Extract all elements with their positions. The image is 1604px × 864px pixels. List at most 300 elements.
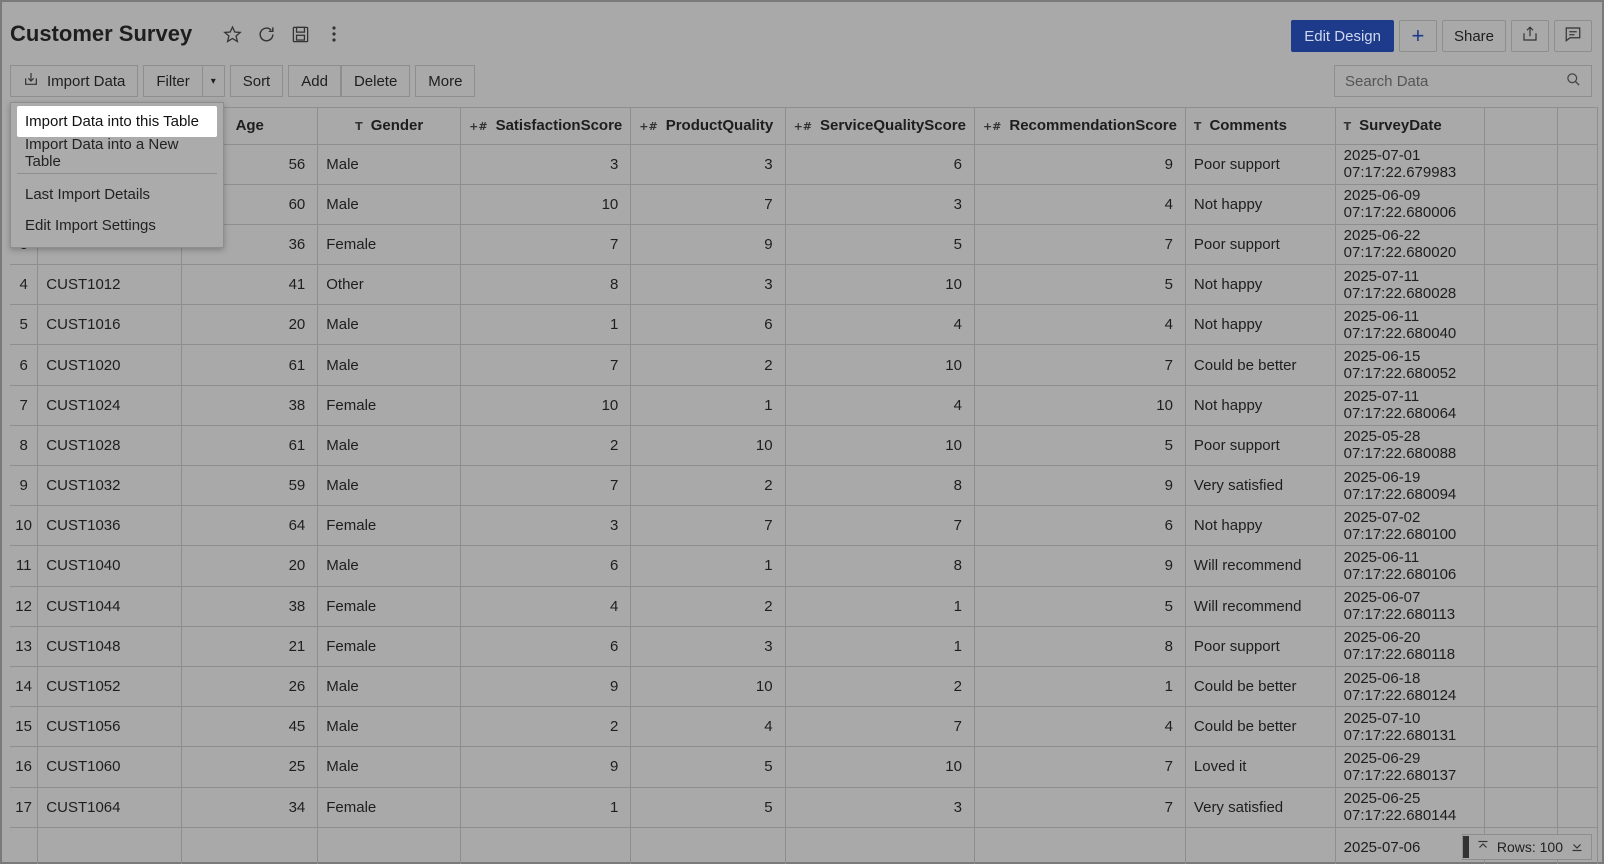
survey-date-cell[interactable]	[1335, 305, 1485, 345]
table-row[interactable]	[10, 506, 1598, 546]
row-number[interactable]: 8	[10, 425, 38, 465]
table-cell[interactable]: Could be better	[1185, 345, 1335, 385]
table-body	[10, 144, 1598, 864]
column-header-label: Gender	[370, 117, 424, 135]
row-number[interactable]: 16	[10, 747, 38, 787]
table-cell[interactable]: 7	[974, 345, 1185, 385]
table-row[interactable]	[10, 546, 1598, 586]
table-cell[interactable]: 9	[631, 224, 785, 264]
table-cell[interactable]: 61	[182, 345, 318, 385]
table-cell[interactable]: 10	[785, 345, 974, 385]
page-title: Customer Survey	[10, 21, 193, 46]
table-cell[interactable]: Male	[318, 144, 461, 184]
survey-date-day: 2025-07-06	[1343, 838, 1421, 856]
table-row[interactable]	[10, 827, 1598, 864]
survey-date-cell[interactable]	[1335, 506, 1485, 546]
table-cell[interactable]: CUST1028	[38, 425, 182, 465]
table-cell[interactable]: 9	[974, 546, 1185, 586]
survey-date-day: 2025-07-01	[1343, 147, 1421, 165]
table-cell[interactable]: 5	[974, 425, 1185, 465]
empty-cell	[1485, 265, 1557, 305]
table-cell[interactable]: Very satisfied	[1185, 787, 1335, 827]
table-cell[interactable]: 3	[785, 184, 974, 224]
empty-cell	[1485, 626, 1557, 666]
comment-icon	[1564, 25, 1582, 47]
table-cell[interactable]: Female	[318, 787, 461, 827]
survey-date-cell[interactable]	[1335, 747, 1485, 787]
search-input[interactable]	[1345, 73, 1566, 90]
scroll-bottom-icon[interactable]	[1571, 839, 1583, 855]
row-number[interactable]: 6	[10, 345, 38, 385]
table-cell[interactable]: Poor support	[1185, 626, 1335, 666]
import-into-new-table-item[interactable]: Import Data into a New Table	[25, 135, 179, 170]
table-cell[interactable]: 6	[974, 506, 1185, 546]
table-cell[interactable]: 7	[785, 506, 974, 546]
table-cell[interactable]: Male	[318, 666, 461, 706]
table-cell[interactable]: 38	[182, 385, 318, 425]
comments-button[interactable]	[1554, 20, 1592, 52]
table-cell[interactable]: 4	[974, 707, 1185, 747]
survey-date-cell[interactable]	[1335, 385, 1485, 425]
survey-date-cell[interactable]	[1335, 345, 1485, 385]
table-cell[interactable]: 7	[461, 345, 631, 385]
number-type-icon: +#	[469, 120, 488, 134]
table-cell[interactable]: 45	[182, 707, 318, 747]
edit-import-settings-item[interactable]: Edit Import Settings	[25, 217, 156, 234]
table-cell[interactable]: 10	[785, 747, 974, 787]
survey-date-day: 2025-07-11	[1343, 267, 1420, 285]
row-number[interactable]: 9	[10, 466, 38, 506]
table-cell[interactable]: Poor support	[1185, 425, 1335, 465]
table-cell[interactable]: CUST1024	[38, 385, 182, 425]
empty-cell	[1557, 506, 1597, 546]
survey-date-time: 07:17:22.680100	[1343, 525, 1457, 543]
survey-date-cell[interactable]	[1335, 666, 1485, 706]
table-cell[interactable]: 1	[785, 626, 974, 666]
survey-date-cell[interactable]	[1335, 466, 1485, 506]
column-header[interactable]	[1185, 108, 1335, 144]
data-table	[10, 108, 1598, 864]
table-cell[interactable]: 20	[182, 546, 318, 586]
table-row[interactable]	[10, 305, 1598, 345]
table-cell[interactable]: 4	[461, 586, 631, 626]
survey-date-time: 07:17:22.680088	[1343, 445, 1457, 463]
title-icons	[222, 24, 344, 44]
survey-date-day: 2025-06-29	[1343, 749, 1421, 767]
column-header-label: ServiceQualityScore	[820, 117, 966, 135]
delete-button[interactable]: Delete	[341, 65, 410, 97]
table-cell[interactable]: Male	[318, 707, 461, 747]
table-cell[interactable]: 10	[785, 425, 974, 465]
row-number[interactable]: 4	[10, 265, 38, 305]
table-cell[interactable]: 5	[631, 747, 785, 787]
table-cell[interactable]: 10	[785, 265, 974, 305]
survey-date-time: 07:17:22.680094	[1343, 485, 1457, 503]
table-cell[interactable]: 1	[631, 385, 785, 425]
survey-date-day: 2025-07-11	[1343, 388, 1420, 406]
table-cell[interactable]: 3	[631, 626, 785, 666]
column-header-label: RecommendationScore	[1009, 117, 1177, 135]
table-cell[interactable]: 10	[974, 385, 1185, 425]
table-cell[interactable]: 2	[785, 666, 974, 706]
row-number[interactable]: 5	[10, 305, 38, 345]
last-import-details-item[interactable]: Last Import Details	[25, 186, 151, 203]
table-cell[interactable]: 6	[461, 546, 631, 586]
table-cell[interactable]: Very satisfied	[1185, 466, 1335, 506]
table-row[interactable]	[10, 345, 1598, 385]
column-header-label: ProductQuality	[665, 117, 774, 135]
survey-date-cell[interactable]	[1335, 586, 1485, 626]
survey-date-time: 07:17:22.680040	[1343, 324, 1457, 342]
survey-date-day: 2025-06-25	[1343, 790, 1421, 808]
table-cell[interactable]: Not happy	[1185, 506, 1335, 546]
table-cell[interactable]: 1	[631, 546, 785, 586]
table-cell[interactable]: 7	[974, 747, 1185, 787]
empty-cell	[1557, 666, 1597, 706]
empty-cell	[1485, 385, 1557, 425]
empty-cell	[1557, 787, 1597, 827]
search-icon[interactable]	[1566, 72, 1581, 91]
table-row[interactable]	[10, 224, 1598, 264]
table-cell[interactable]	[631, 827, 785, 864]
import-icon	[23, 71, 39, 91]
table-cell[interactable]: 5	[974, 265, 1185, 305]
table-cell[interactable]: Female	[318, 224, 461, 264]
table-cell[interactable]: 3	[461, 144, 631, 184]
survey-date-day: 2025-05-28	[1343, 428, 1421, 446]
table-cell[interactable]: 7	[974, 787, 1185, 827]
table-cell[interactable]: 60	[182, 184, 318, 224]
header-actions	[1291, 20, 1592, 52]
number-type-icon: +#	[982, 120, 1002, 134]
table-row[interactable]	[10, 184, 1598, 224]
more-vertical-icon[interactable]	[324, 24, 344, 44]
table-cell[interactable]: Male	[318, 425, 461, 465]
table-cell[interactable]: Male	[318, 466, 461, 506]
row-number[interactable]: 14	[10, 666, 38, 706]
filter-button[interactable]: Filter	[143, 65, 202, 97]
table-cell[interactable]	[38, 827, 182, 864]
more-button[interactable]: More	[415, 65, 475, 97]
table-cell[interactable]: 10	[461, 385, 631, 425]
survey-date-time: 07:17:22.680020	[1343, 244, 1457, 262]
survey-date-cell[interactable]	[1335, 787, 1485, 827]
column-header-label: Comments	[1209, 117, 1287, 135]
table-cell[interactable]: 56	[182, 144, 318, 184]
table-cell[interactable]: 3	[461, 506, 631, 546]
rows-count-text: Rows: 100	[1496, 839, 1563, 855]
table-cell[interactable]: 2	[461, 707, 631, 747]
table-cell[interactable]: CUST1048	[38, 626, 182, 666]
table-cell[interactable]: Female	[318, 385, 461, 425]
empty-cell	[1485, 144, 1557, 184]
table-cell[interactable]: 7	[974, 224, 1185, 264]
table-cell[interactable]: CUST1040	[38, 546, 182, 586]
empty-cell	[1557, 345, 1597, 385]
empty-cell	[1485, 345, 1557, 385]
table-row[interactable]	[10, 586, 1598, 626]
refresh-icon[interactable]	[256, 24, 276, 44]
save-icon[interactable]	[290, 24, 310, 44]
empty-cell	[1557, 305, 1597, 345]
column-header[interactable]	[1335, 108, 1485, 144]
table-cell[interactable]: 34	[182, 787, 318, 827]
empty-cell	[1485, 787, 1557, 827]
table-cell[interactable]: 2	[631, 466, 785, 506]
table-cell[interactable]: CUST1036	[38, 506, 182, 546]
table-cell[interactable]	[182, 827, 318, 864]
table-cell[interactable]: 4	[785, 385, 974, 425]
column-header-label: SurveyDate	[1359, 117, 1442, 135]
survey-date-cell[interactable]	[1335, 184, 1485, 224]
empty-cell	[1557, 265, 1597, 305]
table-cell[interactable]: 1	[974, 666, 1185, 706]
import-data-button[interactable]	[10, 65, 138, 97]
table-cell[interactable]: Poor support	[1185, 224, 1335, 264]
table-cell[interactable]: 4	[631, 707, 785, 747]
table-cell[interactable]: Female	[318, 586, 461, 626]
survey-date-time: 07:17:22.680052	[1343, 365, 1457, 383]
survey-date-time: 07:17:22.680137	[1343, 766, 1457, 784]
table-cell[interactable]: CUST1020	[38, 345, 182, 385]
survey-date-time: 07:17:22.680131	[1343, 726, 1457, 744]
survey-date-day: 2025-06-22	[1343, 227, 1421, 245]
table-cell[interactable]: Not happy	[1185, 305, 1335, 345]
survey-date-time: 07:17:22.680106	[1343, 565, 1457, 583]
column-header[interactable]	[631, 108, 785, 144]
table-cell[interactable]: 7	[631, 184, 785, 224]
table-row[interactable]	[10, 787, 1598, 827]
table-cell[interactable]: 59	[182, 466, 318, 506]
table-cell[interactable]: 25	[182, 747, 318, 787]
table-row[interactable]	[10, 747, 1598, 787]
table-cell[interactable]: Loved it	[1185, 747, 1335, 787]
empty-cell	[1485, 586, 1557, 626]
table-cell[interactable]: 41	[182, 265, 318, 305]
table-cell[interactable]: Not happy	[1185, 184, 1335, 224]
row-number[interactable]: 11	[10, 546, 38, 586]
table-cell[interactable]: 9	[461, 666, 631, 706]
survey-date-day: 2025-06-09	[1343, 187, 1421, 205]
column-header[interactable]	[318, 108, 461, 144]
table-cell[interactable]: CUST1064	[38, 787, 182, 827]
survey-date-day: 2025-06-07	[1343, 589, 1421, 607]
empty-cell	[1485, 707, 1557, 747]
table-cell[interactable]: 2	[631, 586, 785, 626]
table-row[interactable]	[10, 707, 1598, 747]
table-cell[interactable]: 7	[461, 224, 631, 264]
table-cell[interactable]: 4	[974, 184, 1185, 224]
table-cell[interactable]: 7	[785, 707, 974, 747]
table-row[interactable]	[10, 385, 1598, 425]
survey-date-time: 07:17:22.680113	[1343, 606, 1456, 624]
table-cell[interactable]: 3	[631, 265, 785, 305]
table-cell[interactable]: Male	[318, 305, 461, 345]
row-number[interactable]: 15	[10, 707, 38, 747]
star-icon[interactable]	[222, 24, 242, 44]
table-cell[interactable]: 2	[631, 345, 785, 385]
survey-date-day: 2025-07-10	[1343, 709, 1421, 727]
table-cell[interactable]	[1185, 827, 1335, 864]
survey-date-time: 07:17:22.680028	[1343, 284, 1457, 302]
table-cell[interactable]	[461, 827, 631, 864]
table-cell[interactable]: 4	[974, 305, 1185, 345]
empty-cell	[1485, 425, 1557, 465]
row-number[interactable]: 10	[10, 506, 38, 546]
survey-date-cell[interactable]	[1335, 707, 1485, 747]
table-cell[interactable]: Could be better	[1185, 666, 1335, 706]
table-row[interactable]	[10, 425, 1598, 465]
table-cell[interactable]: 10	[631, 666, 785, 706]
export-icon	[1521, 25, 1539, 47]
table-cell[interactable]: 10	[631, 425, 785, 465]
header-row	[10, 108, 1598, 144]
survey-date-cell[interactable]	[1335, 425, 1485, 465]
table-cell[interactable]: Could be better	[1185, 707, 1335, 747]
table-cell[interactable]: Will recommend	[1185, 586, 1335, 626]
table-cell[interactable]: 4	[785, 305, 974, 345]
table-row[interactable]	[10, 666, 1598, 706]
survey-date-time: 07:17:22.680124	[1343, 686, 1457, 704]
table-cell[interactable]: Female	[318, 506, 461, 546]
table-cell[interactable]: 20	[182, 305, 318, 345]
table-cell[interactable]: 61	[182, 425, 318, 465]
import-data-dropdown	[10, 102, 224, 248]
table-cell[interactable]: 6	[631, 305, 785, 345]
edit-design-button[interactable]: Edit Design	[1291, 20, 1394, 52]
table-cell[interactable]: Not happy	[1185, 265, 1335, 305]
empty-cell	[1485, 666, 1557, 706]
survey-date-time: 07:17:22.680144	[1343, 807, 1457, 825]
table-cell[interactable]: 5	[785, 224, 974, 264]
table-cell[interactable]: 8	[785, 466, 974, 506]
survey-date-cell[interactable]	[1335, 626, 1485, 666]
toolbar	[10, 65, 480, 99]
table-cell[interactable]: CUST1016	[38, 305, 182, 345]
survey-date-time: 07:17:22.679983	[1343, 164, 1457, 182]
table-cell[interactable]: 7	[631, 506, 785, 546]
column-header[interactable]	[974, 108, 1185, 144]
table-cell[interactable]: 1	[785, 586, 974, 626]
scroll-top-icon[interactable]	[1477, 839, 1489, 855]
table-row[interactable]	[10, 466, 1598, 506]
table-cell[interactable]: 9	[461, 747, 631, 787]
row-number[interactable]: 12	[10, 586, 38, 626]
table-cell[interactable]: 6	[461, 626, 631, 666]
column-header[interactable]	[785, 108, 974, 144]
empty-cell	[1557, 707, 1597, 747]
survey-date-day: 2025-06-20	[1343, 629, 1421, 647]
add-button[interactable]: +	[1399, 20, 1437, 52]
row-number[interactable]: 13	[10, 626, 38, 666]
row-number[interactable]: 17	[10, 787, 38, 827]
table-row[interactable]	[10, 144, 1598, 184]
empty-cell	[1557, 546, 1597, 586]
table-row[interactable]	[10, 626, 1598, 666]
table-cell[interactable]: 8	[785, 546, 974, 586]
sort-button[interactable]: Sort	[230, 65, 284, 97]
filter-dropdown-button[interactable]	[203, 65, 225, 97]
table-cell[interactable]: 1	[461, 787, 631, 827]
table-cell[interactable]: 3	[631, 144, 785, 184]
table-cell[interactable]: Other	[318, 265, 461, 305]
import-data-label: Import Data	[47, 72, 126, 90]
table-cell[interactable]: 21	[182, 626, 318, 666]
table-cell[interactable]: 5	[974, 586, 1185, 626]
text-type-icon: T	[1193, 120, 1202, 134]
panel-handle[interactable]	[1463, 836, 1469, 858]
table-cell[interactable]: 6	[785, 144, 974, 184]
menu-divider	[17, 173, 217, 174]
export-button[interactable]	[1511, 20, 1549, 52]
empty-cell	[1557, 425, 1597, 465]
add-row-button[interactable]: Add	[288, 65, 341, 97]
table-cell[interactable]: Male	[318, 546, 461, 586]
survey-date-time: 07:17:22.680118	[1343, 646, 1456, 664]
empty-cell	[1485, 747, 1557, 787]
survey-date-cell[interactable]	[1335, 265, 1485, 305]
import-into-this-table-item[interactable]: Import Data into this Table	[17, 106, 217, 137]
table-cell[interactable]: 8	[461, 265, 631, 305]
survey-date-cell[interactable]	[1335, 144, 1485, 184]
table-cell[interactable]	[318, 827, 461, 864]
table-cell[interactable]: 26	[182, 666, 318, 706]
survey-date-cell[interactable]	[1335, 546, 1485, 586]
table-cell[interactable]: Male	[318, 345, 461, 385]
text-type-icon: T	[355, 120, 363, 134]
table-cell[interactable]: 10	[461, 184, 631, 224]
empty-cell	[1485, 466, 1557, 506]
table-cell[interactable]: 3	[785, 787, 974, 827]
search-box	[1334, 65, 1592, 97]
table-cell[interactable]: Male	[318, 184, 461, 224]
table-cell[interactable]: 1	[461, 305, 631, 345]
empty-cell	[1557, 224, 1597, 264]
table-cell[interactable]: CUST1056	[38, 707, 182, 747]
survey-date-day: 2025-06-11	[1343, 307, 1420, 325]
table-cell[interactable]: Female	[318, 626, 461, 666]
empty-column-header	[1557, 108, 1597, 144]
table-cell[interactable]: Not happy	[1185, 385, 1335, 425]
table-cell[interactable]: CUST1012	[38, 265, 182, 305]
table-cell[interactable]: 8	[974, 626, 1185, 666]
table-cell[interactable]: Poor support	[1185, 144, 1335, 184]
row-number[interactable]	[10, 827, 38, 864]
table-cell[interactable]	[974, 827, 1185, 864]
table-cell[interactable]	[785, 827, 974, 864]
table-cell[interactable]: CUST1032	[38, 466, 182, 506]
table-cell[interactable]: 9	[974, 466, 1185, 506]
table-cell[interactable]: 7	[461, 466, 631, 506]
table-cell[interactable]: 38	[182, 586, 318, 626]
number-type-icon: +#	[639, 120, 658, 134]
column-header[interactable]	[461, 108, 631, 144]
table-cell[interactable]: Will recommend	[1185, 546, 1335, 586]
share-button[interactable]: Share	[1442, 20, 1506, 52]
table-cell[interactable]: 64	[182, 506, 318, 546]
table-cell[interactable]: CUST1044	[38, 586, 182, 626]
table-cell[interactable]: Male	[318, 747, 461, 787]
table-row[interactable]	[10, 265, 1598, 305]
table-cell[interactable]: 9	[974, 144, 1185, 184]
table-cell[interactable]: CUST1060	[38, 747, 182, 787]
table-cell[interactable]: 36	[182, 224, 318, 264]
table-cell[interactable]: CUST1052	[38, 666, 182, 706]
table-cell[interactable]: 2	[461, 425, 631, 465]
table-cell[interactable]: 5	[631, 787, 785, 827]
row-number[interactable]: 7	[10, 385, 38, 425]
survey-date-cell[interactable]	[1335, 224, 1485, 264]
